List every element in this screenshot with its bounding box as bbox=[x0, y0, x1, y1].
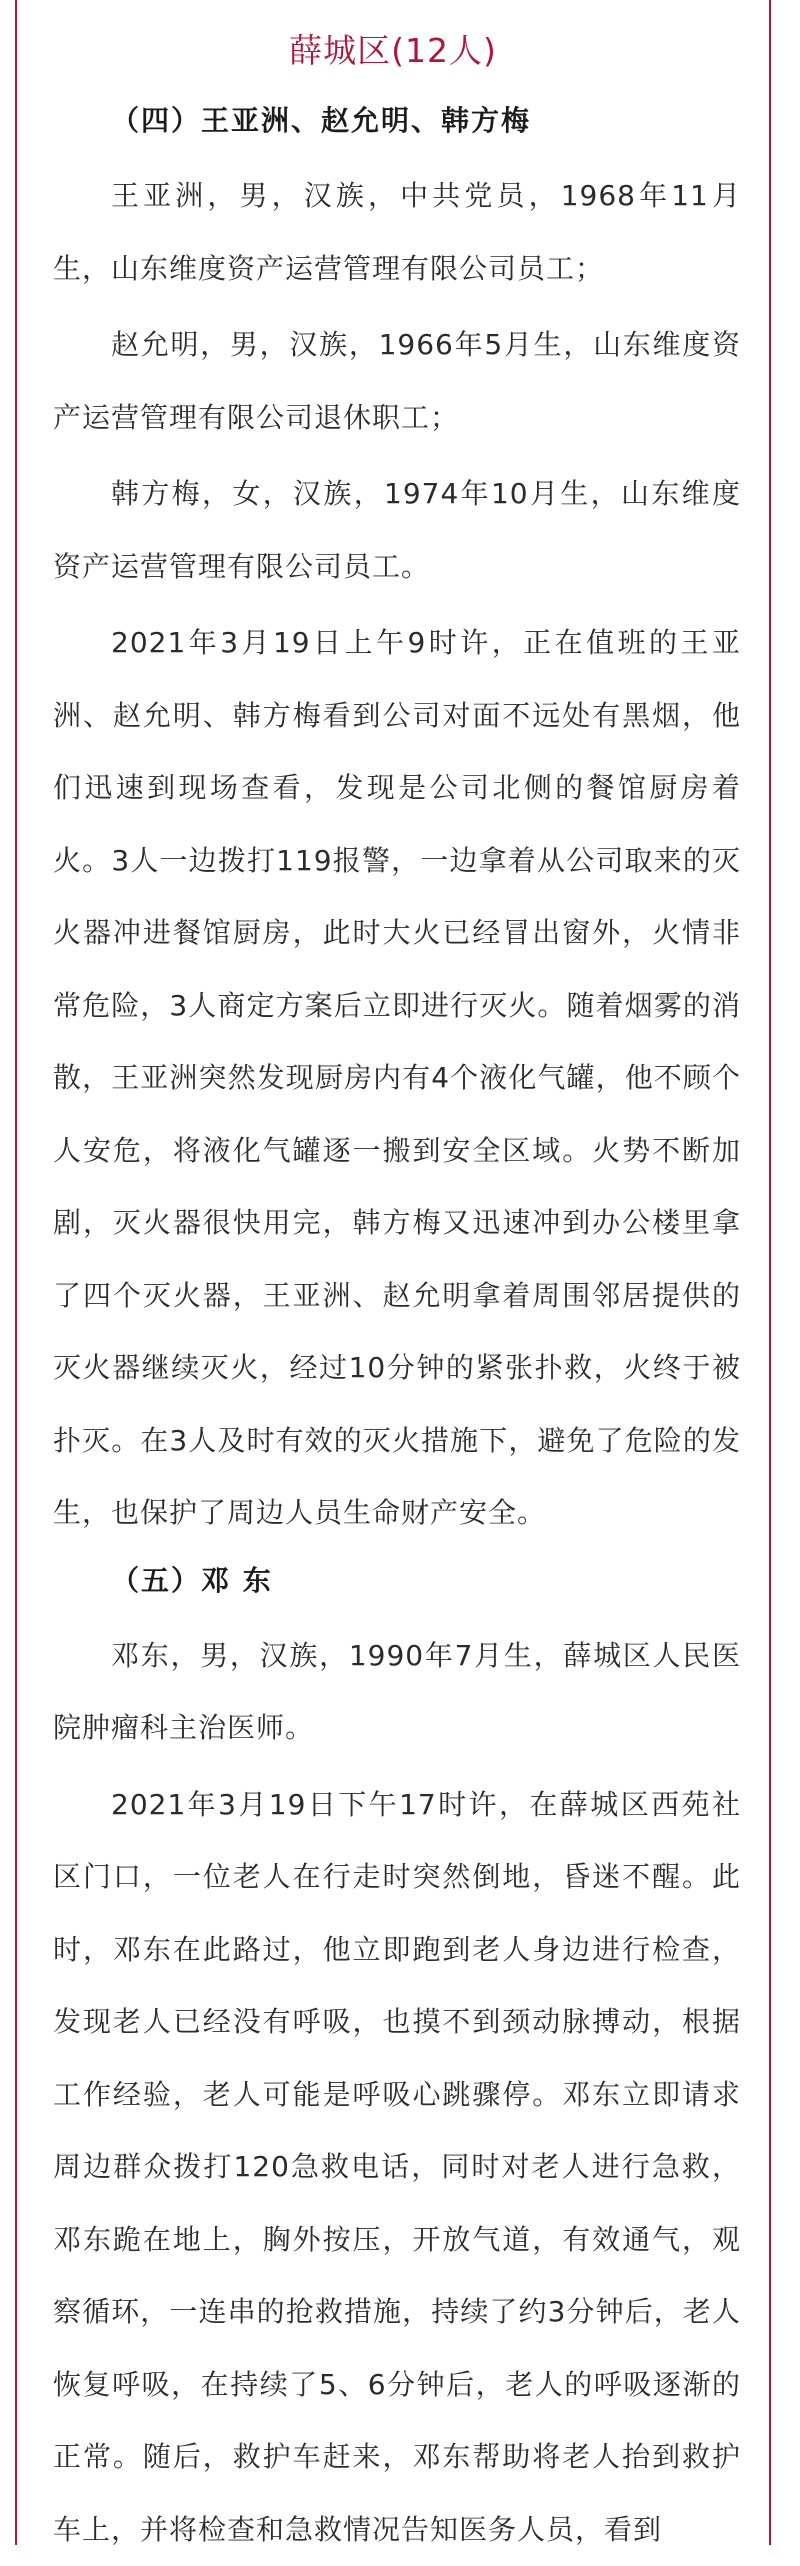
paragraph: 2021年3月19日上午9时许，正在值班的王亚洲、赵允明、韩方梅看到公司对面不远处有黑烟，他们迅速到现场查看，发现是公司北侧的餐馆厨房着火。3人一边拨打119报警，一边拿着从公司取来的灭火器冲进餐馆厨房，此时大火已经冒出窗外，火情非常危险，3人商定方案后立即进行灭火。随着烟雾的消散，王亚洲突然发现厨房内有4个液化气罐，他不顾个人安危，将液化气罐逐一搬到安全区域。火势不断加剧，灭火器很快用完，韩方梅又迅速冲到办公楼里拿了四个灭火器，王亚洲、赵允明拿着周围邻居提供的灭火器继续灭火，经过10分钟的紧张扑救，火终于被扑灭。在3人及时有效的灭火措施下，避免了危险的发生，也保护了周边人员生命财产安全。 bbox=[53, 607, 741, 1550]
paragraph: 2021年3月19日下午17时许，在薛城区西苑社区门口，一位老人在行走时突然倒地，昏迷不醒。此时，邓东在此路过，他立即跑到老人身边进行检查，发现老人已经没有呼吸，也摸不到颈动脉搏动，根据工作经验，老人可能是呼吸心跳骤停。邓东立即请求周边群众拨打120急救电话，同时对老人进行急救，邓东跪在地上，胸外按压，开放气道，有效通气，观察循环，一连串的抢救措施，持续了约3分钟后，老人恢复呼吸，在持续了5、6分钟后，老人的呼吸逐渐的正常。随后，救护车赶来，邓东帮助将老人抬到救护车上，并将检查和急救情况告知医务人员，看到 bbox=[53, 1769, 741, 2566]
article-content bbox=[17, 96, 769, 2566]
section-5 bbox=[53, 1556, 741, 2566]
page-title: 薛城区(12人) bbox=[17, 0, 769, 96]
paragraph: 王亚洲，男，汉族，中共党员，1968年11月生，山东维度资产运营管理有限公司员工； bbox=[53, 160, 741, 305]
section-4 bbox=[53, 96, 741, 1550]
article-frame bbox=[15, 0, 771, 2545]
section-heading: （五）邓 东 bbox=[53, 1556, 741, 1606]
section-heading: （四）王亚洲、赵允明、韩方梅 bbox=[53, 96, 741, 146]
paragraph: 韩方梅，女，汉族，1974年10月生，山东维度资产运营管理有限公司员工。 bbox=[53, 458, 741, 603]
paragraph: 赵允明，男，汉族，1966年5月生，山东维度资产运营管理有限公司退休职工； bbox=[53, 309, 741, 454]
paragraph: 邓东，男，汉族，1990年7月生，薛城区人民医院肿瘤科主治医师。 bbox=[53, 1620, 741, 1765]
